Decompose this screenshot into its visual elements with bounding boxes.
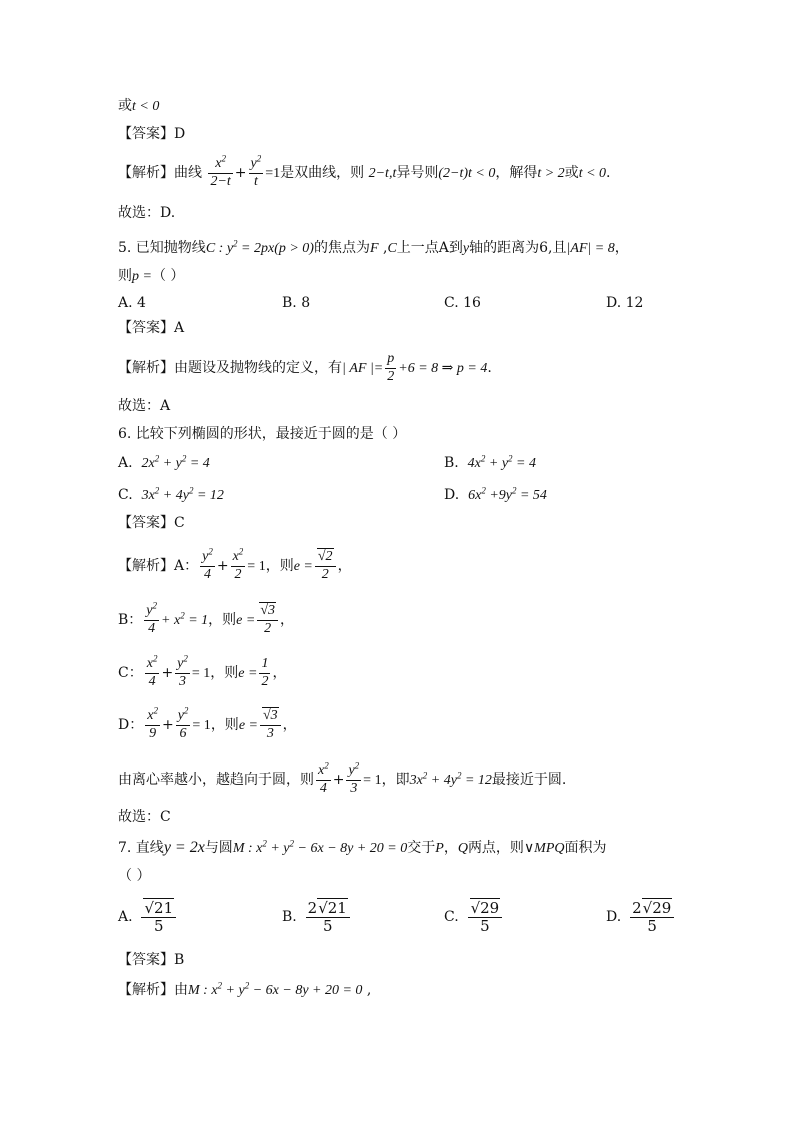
answer-7: 【答案】B [118,952,185,968]
option-5c[interactable]: C. 16 [444,295,481,311]
answer-5: 【答案】A [118,320,185,336]
explanation-5: 【解析】由题设及抛物线的定义，有| AF |= $\frac{p}{2}$ +6 = 8 ⇒ p = 4. [118,351,492,384]
answer-4: 【答案】D [118,126,186,142]
option-6c[interactable]: C. $3x^2 + 4y^2 = 12$ [118,485,224,503]
explanation-6b: B： $\frac{y^2}{4}$ + $x^2 = 1$，则e = $\frac{√3}{2}$ ， [118,600,294,636]
option-6d[interactable]: D. $6x^2 +9y^2 = 54$ [444,485,547,503]
explanation-6d: D： $\frac{x^2}{9}$ + $\frac{y^2}{6}$ = 1，则e = $\frac{√3}{3}$ ， [118,705,297,741]
question-5-line1: 5. 已知抛物线C : $y^2 = 2px(p > 0)$的焦点为F ,C上一点A到y轴的距离为6,且|AF| = 8， [118,238,629,256]
option-7c[interactable]: C. $\frac{√29}{5}$ [444,900,502,934]
question-6: 6. 比较下列椭圆的形状，最接近于圆的是（ ） [118,426,407,442]
option-5a[interactable]: A. 4 [118,295,146,311]
option-5d[interactable]: D. 12 [606,295,644,311]
choice-5: 故选：A [118,398,171,414]
explanation-4: 【解析】曲线 $\frac{x^2}{2-t}$ + $\frac{y^2}{t}$ =1是双曲线，则 2−t,t异号则(2−t)t < 0，解得t > 2或t < 0. [118,153,611,189]
option-7a[interactable]: A. $\frac{√21}{5}$ [118,900,176,934]
choice-6: 故选：C [118,809,171,825]
choice-4: 故选：D. [118,205,176,221]
explanation-6a: 【解析】A： $\frac{y^2}{4}$ + $\frac{x^2}{2}$ = 1，则e = $\frac{√2}{2}$ ， [118,546,352,582]
option-5b[interactable]: B. 8 [282,295,311,311]
continuation-line: 或t < 0 [118,98,160,114]
question-7-line1: 7. 直线y = 2x与圆M : $x^2 + y^2 - 6x - 8y + 20 = 0$交于P，Q两点，则∨MPQ面积为 [118,838,607,856]
question-7-line2: （ ） [118,868,151,884]
explanation-6c: C： $\frac{x^2}{4}$ + $\frac{y^2}{3}$ = 1，则e = $\frac{1}{2}$ ， [118,653,287,689]
option-6a[interactable]: A. $2x^2 + y^2 = 4$ [118,453,210,471]
conclusion-6: 由离心率越小，越趋向于圆，则 $\frac{x^2}{4}$ + $\frac{y^2}{3}$ = 1，即$3x^2 + 4y^2 = 12$最接近于圆. [118,760,567,796]
option-7b[interactable]: B. $\frac{2√21}{5}$ [282,900,350,934]
question-5-line2: 则p =（ ） [118,268,185,284]
option-7d[interactable]: D. $\frac{2√29}{5}$ [606,900,674,934]
explanation-7: 【解析】由M : $x^2 + y^2 - 6x - 8y + 20 = 0$ , [118,980,372,998]
answer-6: 【答案】C [118,515,185,531]
option-6b[interactable]: B. $4x^2 + y^2 = 4$ [444,453,536,471]
